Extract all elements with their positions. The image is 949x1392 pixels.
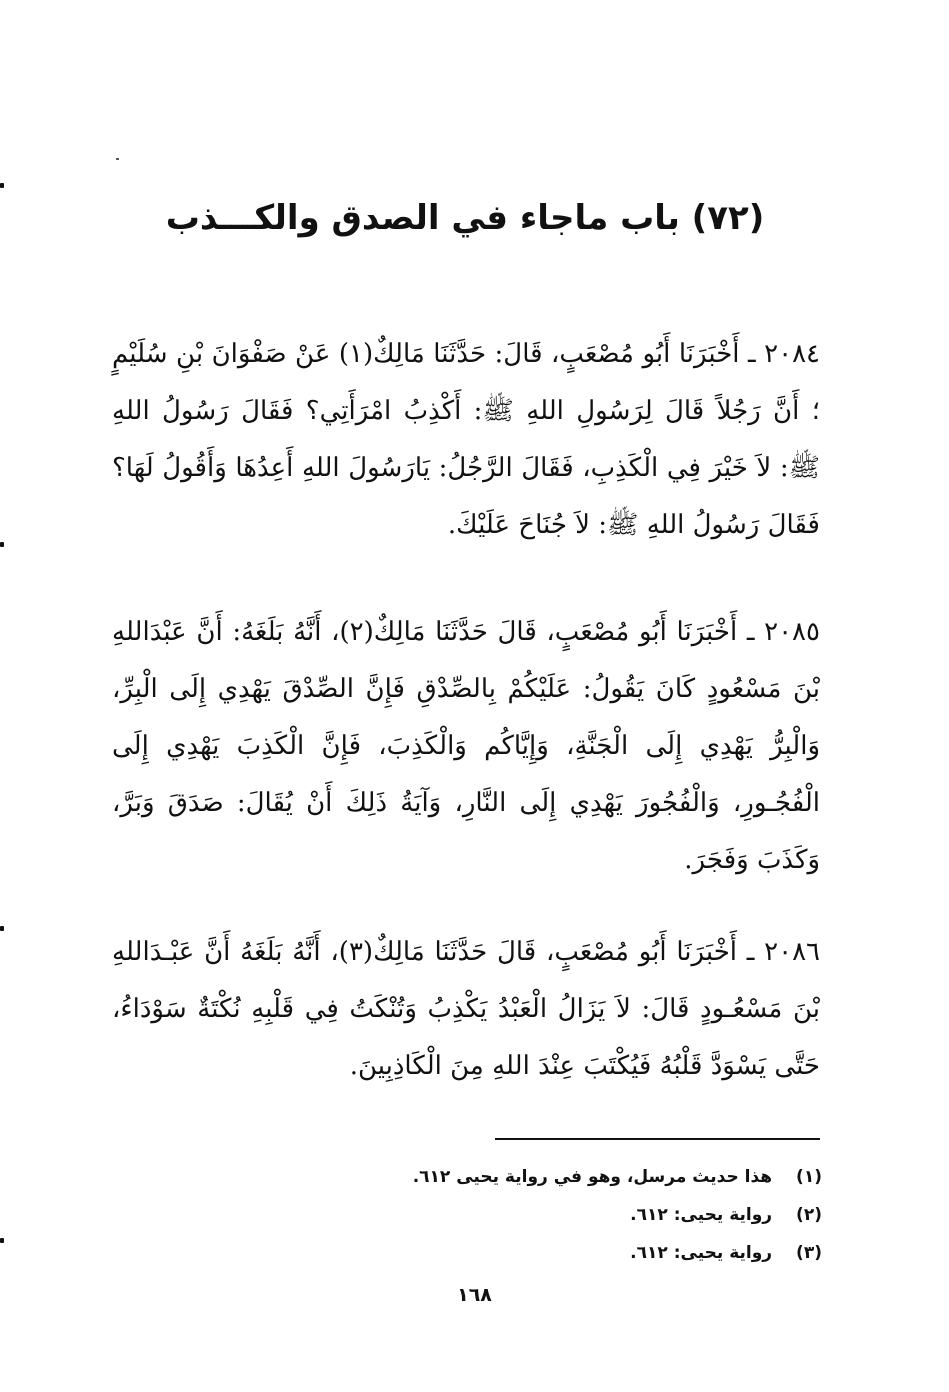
footnote-text: رواية يحيى: ٦١٢. <box>630 1243 773 1263</box>
margin-mark <box>0 542 4 547</box>
footnote-text: رواية يحيى: ٦١٢. <box>630 1205 773 1225</box>
margin-mark <box>0 183 4 188</box>
footnote-separator <box>495 1138 820 1140</box>
hadith-2085: ٢٠٨٥ ـ أَخْبَرَنَا أَبُو مُصْعَبٍ، قَالَ حَدَّثَنَا مَالِكٌ(٢)، أَنَّهُ بَلَغَهُ: أَنَّ عَبْدَاللهِ بْنَ مَسْعُودٍ كَانَ يَقُولُ: عَلَيْكُمْ بِالصِّدْقِ فَإِنَّ الصِّدْقَ يَهْدِي إِلَى الْبِرِّ، وَالْبِرُّ يَهْدِي إِلَى الْجَنَّةِ، وَإِيَّاكُم وَالْكَذِبَ، فَإِنَّ الْكَذِبَ يَهْدِي إِلَى الْفُجُـورِ، وَالْفُجُورَ يَهْدِي إِلَى النَّارِ، وَآيَةُ ذَلِكَ أَنْ يُقَالَ: صَدَقَ وَبَرَّ، وَكَذَبَ وَفَجَرَ. <box>112 617 820 875</box>
footnote-3 <box>300 1234 822 1272</box>
footnote-2 <box>300 1196 822 1234</box>
footnote-1 <box>300 1158 822 1196</box>
footnote-text: هذا حديث مرسل، وهو في رواية يحيى ٦١٢. <box>412 1167 773 1187</box>
footnote-number: (٣) <box>796 1243 822 1263</box>
chapter-title: (٧٢) باب ماجاء في الصدق والكـــذب <box>165 198 765 238</box>
margin-mark <box>0 1238 4 1243</box>
footnote-number: (١) <box>796 1167 822 1187</box>
margin-mark <box>0 926 4 931</box>
page-number: ١٦٨ <box>457 1284 492 1306</box>
hadith-2084: ٢٠٨٤ ـ أَخْبَرَنَا أَبُو مُصْعَبٍ، قَالَ: حَدَّثَنَا مَالِكٌ(١) عَنْ صَفْوَانَ بْنِ سُلَيْمٍ ؛ أَنَّ رَجُلاً قَالَ لِرَسُولِ اللهِ ﷺ: أَكْذِبُ امْرَأَتِي؟ فَقَالَ رَسُولُ اللهِ ﷺ: لاَ خَيْرَ فِي الْكَذِبِ، فَقَالَ الرَّجُلُ: يَارَسُولَ اللهِ أَعِدُهَا وَأَقُولُ لَهَا؟ فَقَالَ رَسُولُ اللهِ ﷺ: لاَ جُنَاحَ عَلَيْكَ. <box>112 339 821 540</box>
hadith-2086: ٢٠٨٦ ـ أَخْبَرَنَا أَبُو مُصْعَبٍ، قَالَ حَدَّثَنَا مَالِكٌ(٣)، أَنَّهُ بَلَغَهُ أَنَّ عَبْـدَاللهِ بْنَ مَسْعُـودٍ قَالَ: لاَ يَزَالُ الْعَبْدُ يَكْذِبُ وَتُنْكَتُ فِي قَلْبِهِ نُكْتَةٌ سَوْدَاءُ، حَتَّى يَسْوَدَّ قَلْبُهُ فَيُكْتَبَ عِنْدَ اللهِ مِنَ الْكَاذِبِينَ. <box>112 937 820 1081</box>
footnotes <box>300 1158 822 1272</box>
footnote-number: (٢) <box>796 1205 822 1225</box>
scan-speck <box>116 158 119 160</box>
